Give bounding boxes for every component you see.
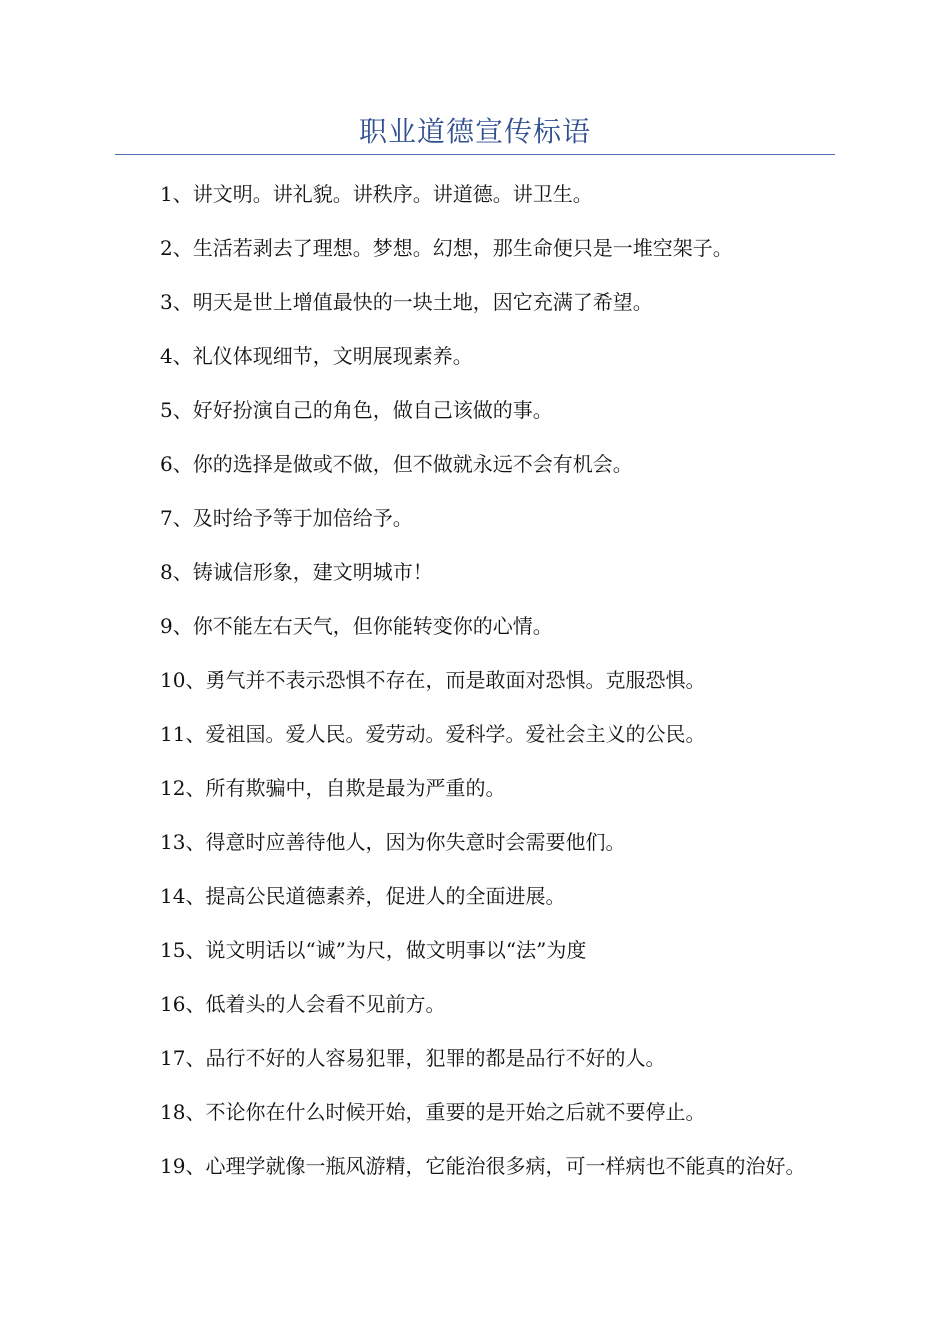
slogan-item — [115, 986, 835, 1022]
slogan-number: 5 — [160, 398, 173, 422]
slogan-text: 及时给予等于加倍给予。 — [192, 506, 413, 530]
slogan-number: 16 — [160, 992, 186, 1016]
slogan-number: 7 — [160, 506, 173, 530]
slogan-item — [115, 932, 835, 968]
slogan-separator: 、 — [185, 938, 206, 962]
slogan-separator: 、 — [185, 884, 206, 908]
slogan-text: 低着头的人会看不见前方。 — [205, 992, 446, 1016]
slogan-separator: 、 — [185, 776, 206, 800]
slogan-number: 19 — [160, 1154, 186, 1178]
slogan-item — [115, 338, 835, 374]
slogan-separator: 、 — [172, 344, 193, 368]
slogan-number: 9 — [160, 614, 173, 638]
slogan-separator: 、 — [172, 506, 193, 530]
slogan-number: 12 — [160, 776, 186, 800]
slogan-item — [115, 608, 835, 644]
slogan-text: 心理学就像一瓶风游精，它能治很多病，可一样病也不能真的治好。 — [205, 1154, 806, 1178]
slogan-item — [115, 392, 835, 428]
slogan-separator: 、 — [185, 1100, 206, 1124]
slogan-number: 14 — [160, 884, 186, 908]
slogan-number: 15 — [160, 938, 186, 962]
slogan-text: 明天是世上增值最快的一块土地，因它充满了希望。 — [192, 290, 653, 314]
slogan-separator: 、 — [185, 830, 206, 854]
slogan-text: 好好扮演自己的角色，做自己该做的事。 — [192, 398, 553, 422]
slogan-text: 铸诚信形象，建文明城市！ — [192, 560, 433, 584]
slogan-separator: 、 — [172, 452, 193, 476]
slogan-separator: 、 — [185, 722, 206, 746]
slogan-item — [115, 770, 835, 806]
slogan-number: 4 — [160, 344, 173, 368]
slogan-item — [115, 662, 835, 698]
slogan-text: 礼仪体现细节，文明展现素养。 — [192, 344, 473, 368]
slogan-item — [115, 176, 835, 212]
slogan-text: 你的选择是做或不做，但不做就永远不会有机会。 — [192, 452, 633, 476]
slogan-separator: 、 — [185, 1154, 206, 1178]
document-title: 职业道德宣传标语 — [358, 115, 591, 148]
title-underline — [115, 154, 835, 155]
slogan-separator: 、 — [185, 1046, 206, 1070]
slogan-separator: 、 — [185, 992, 206, 1016]
slogan-separator: 、 — [172, 560, 193, 584]
slogan-separator: 、 — [172, 290, 193, 314]
slogan-item — [115, 824, 835, 860]
slogan-item — [115, 554, 835, 590]
slogan-item — [115, 1148, 835, 1184]
slogan-text: 你不能左右天气，但你能转变你的心情。 — [192, 614, 553, 638]
slogan-text: 不论你在什么时候开始，重要的是开始之后就不要停止。 — [205, 1100, 706, 1124]
slogan-item — [115, 1094, 835, 1130]
slogan-list — [115, 176, 835, 1202]
slogan-separator: 、 — [172, 614, 193, 638]
slogan-item — [115, 1040, 835, 1076]
slogan-number: 10 — [160, 668, 186, 692]
slogan-text: 说文明话以“诚”为尺，做文明事以“法”为度 — [205, 938, 587, 962]
slogan-text: 品行不好的人容易犯罪，犯罪的都是品行不好的人。 — [205, 1046, 666, 1070]
slogan-number: 2 — [160, 236, 173, 260]
slogan-text: 提高公民道德素养，促进人的全面进展。 — [205, 884, 566, 908]
slogan-item — [115, 230, 835, 266]
slogan-text: 勇气并不表示恐惧不存在，而是敢面对恐惧。克服恐惧。 — [205, 668, 706, 692]
slogan-item — [115, 284, 835, 320]
slogan-separator: 、 — [185, 668, 206, 692]
slogan-text: 生活若剥去了理想。梦想。幻想，那生命便只是一堆空架子。 — [192, 236, 733, 260]
slogan-number: 11 — [160, 722, 186, 746]
slogan-text: 所有欺骗中，自欺是最为严重的。 — [205, 776, 506, 800]
slogan-item — [115, 716, 835, 752]
slogan-number: 17 — [160, 1046, 186, 1070]
slogan-text: 讲文明。讲礼貌。讲秩序。讲道德。讲卫生。 — [192, 182, 593, 206]
slogan-number: 1 — [160, 182, 173, 206]
slogan-separator: 、 — [172, 182, 193, 206]
slogan-item — [115, 500, 835, 536]
slogan-text: 得意时应善待他人，因为你失意时会需要他们。 — [205, 830, 626, 854]
slogan-text: 爱祖国。爱人民。爱劳动。爱科学。爱社会主义的公民。 — [205, 722, 706, 746]
slogan-separator: 、 — [172, 398, 193, 422]
slogan-number: 13 — [160, 830, 186, 854]
slogan-number: 6 — [160, 452, 173, 476]
slogan-item — [115, 446, 835, 482]
slogan-number: 8 — [160, 560, 173, 584]
slogan-item — [115, 878, 835, 914]
slogan-number: 18 — [160, 1100, 186, 1124]
slogan-number: 3 — [160, 290, 173, 314]
slogan-separator: 、 — [172, 236, 193, 260]
